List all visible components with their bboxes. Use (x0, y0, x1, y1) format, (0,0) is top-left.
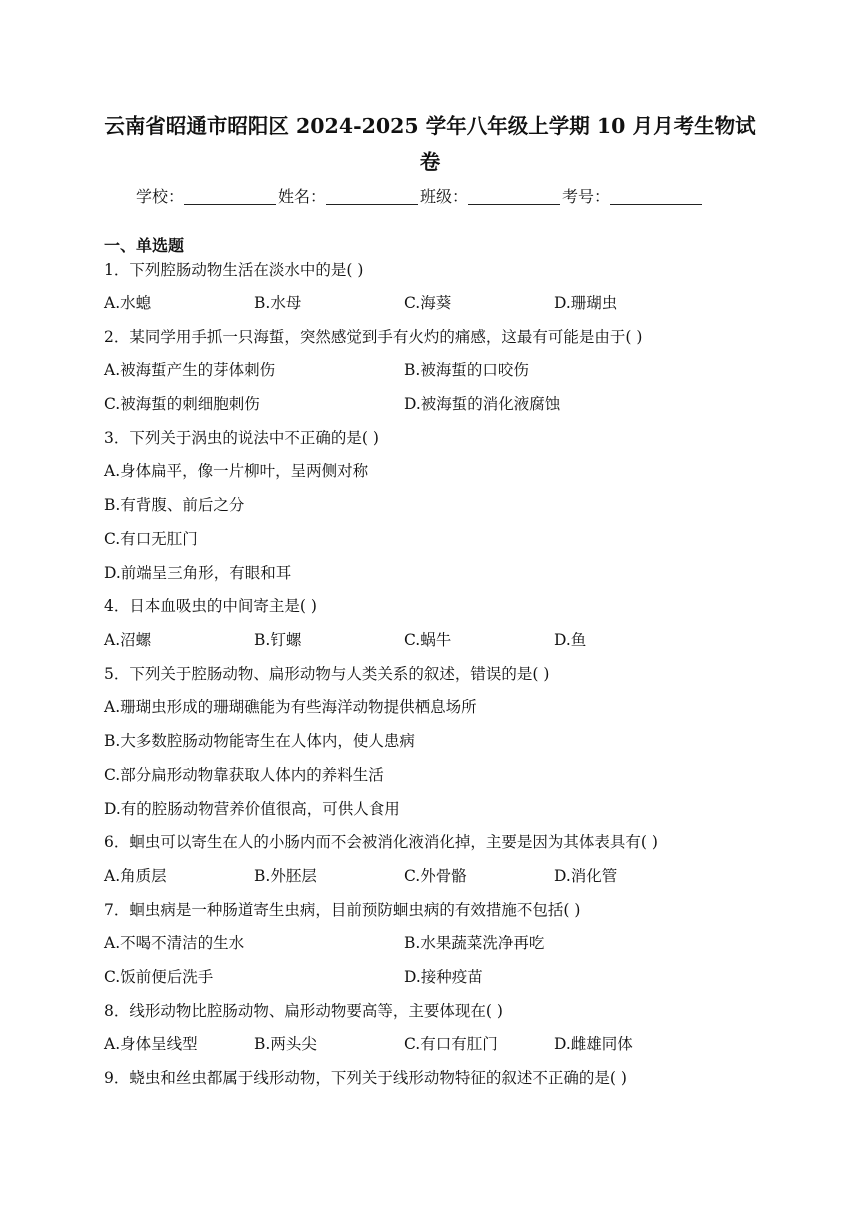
name-blank[interactable] (326, 188, 418, 205)
question-stem: 4．日本血吸虫的中间寄主是( ) (104, 597, 317, 615)
name-label: 姓名： (278, 187, 327, 206)
option-a: A.不喝不清洁的生水 (104, 934, 245, 952)
option-d: D.消化管 (554, 867, 618, 885)
question-stem: 2．某同学用手抓一只海蜇，突然感觉到手有火灼的痛感，这最有可能是由于( ) (104, 328, 643, 346)
option-c: C.外骨骼 (404, 867, 467, 885)
option-d: D.有的腔肠动物营养价值很高，可供人食用 (104, 800, 400, 818)
option-d: D.珊瑚虫 (554, 294, 618, 312)
option-b: B.被海蜇的口咬伤 (404, 361, 529, 379)
option-a: A.被海蜇产生的芽体刺伤 (104, 361, 276, 379)
question-stem: 5．下列关于腔肠动物、扁形动物与人类关系的叙述，错误的是( ) (104, 665, 550, 683)
exam-no-blank[interactable] (610, 188, 702, 205)
option-d: D.接种疫苗 (404, 968, 483, 986)
option-d: D.前端呈三角形，有眼和耳 (104, 564, 292, 582)
option-a: A.珊瑚虫形成的珊瑚礁能为有些海洋动物提供栖息场所 (104, 698, 477, 716)
student-info-row (136, 184, 704, 207)
question-stem: 8．线形动物比腔肠动物、扁形动物要高等，主要体现在( ) (104, 1002, 503, 1020)
option-b: B.有背腹、前后之分 (104, 496, 245, 514)
option-a: A.水螅 (104, 294, 152, 312)
option-c: C.有口有肛门 (404, 1035, 498, 1053)
class-label: 班级： (420, 187, 469, 206)
question-stem: 7．蛔虫病是一种肠道寄生虫病，目前预防蛔虫病的有效措施不包括( ) (104, 901, 581, 919)
question-stem: 1．下列腔肠动物生活在淡水中的是( ) (104, 261, 364, 279)
option-a: A.身体呈线型 (104, 1035, 198, 1053)
option-a: A.沼螺 (104, 631, 152, 649)
section-title: 一、单选题 (104, 236, 185, 255)
option-c: C.被海蜇的刺细胞刺伤 (104, 395, 260, 413)
question-stem: 9．蛲虫和丝虫都属于线形动物，下列关于线形动物特征的叙述不正确的是( ) (104, 1069, 627, 1087)
question-stem: 6．蛔虫可以寄生在人的小肠内而不会被消化液消化掉，主要是因为其体表具有( ) (104, 833, 658, 851)
exam-no-label: 考号： (562, 187, 611, 206)
school-blank[interactable] (184, 188, 276, 205)
option-c: C.海葵 (404, 294, 452, 312)
question-stem: 3．下列关于涡虫的说法中不正确的是( ) (104, 429, 379, 447)
option-c: C.蜗牛 (404, 631, 452, 649)
option-b: B.水果蔬菜洗净再吃 (404, 934, 545, 952)
option-b: B.外胚层 (254, 867, 317, 885)
school-label: 学校： (136, 187, 185, 206)
option-c: C.有口无肛门 (104, 530, 198, 548)
option-d: D.被海蜇的消化液腐蚀 (404, 395, 561, 413)
exam-title-line2: 卷 (419, 150, 441, 174)
option-a: A.身体扁平，像一片柳叶，呈两侧对称 (104, 462, 369, 480)
option-c: C.饭前便后洗手 (104, 968, 214, 986)
option-b: B.水母 (254, 294, 302, 312)
option-d: D.鱼 (554, 631, 587, 649)
option-b: B.两头尖 (254, 1035, 317, 1053)
exam-title (90, 108, 770, 180)
option-b: B.大多数腔肠动物能寄生在人体内，使人患病 (104, 732, 415, 750)
option-c: C.部分扁形动物靠获取人体内的养料生活 (104, 766, 384, 784)
class-blank[interactable] (468, 188, 560, 205)
option-b: B.钉螺 (254, 631, 302, 649)
option-a: A.角质层 (104, 867, 167, 885)
option-d: D.雌雄同体 (554, 1035, 633, 1053)
exam-title-line1: 云南省昭通市昭阳区 2024-2025 学年八年级上学期 10 月月考生物试 (104, 114, 756, 138)
